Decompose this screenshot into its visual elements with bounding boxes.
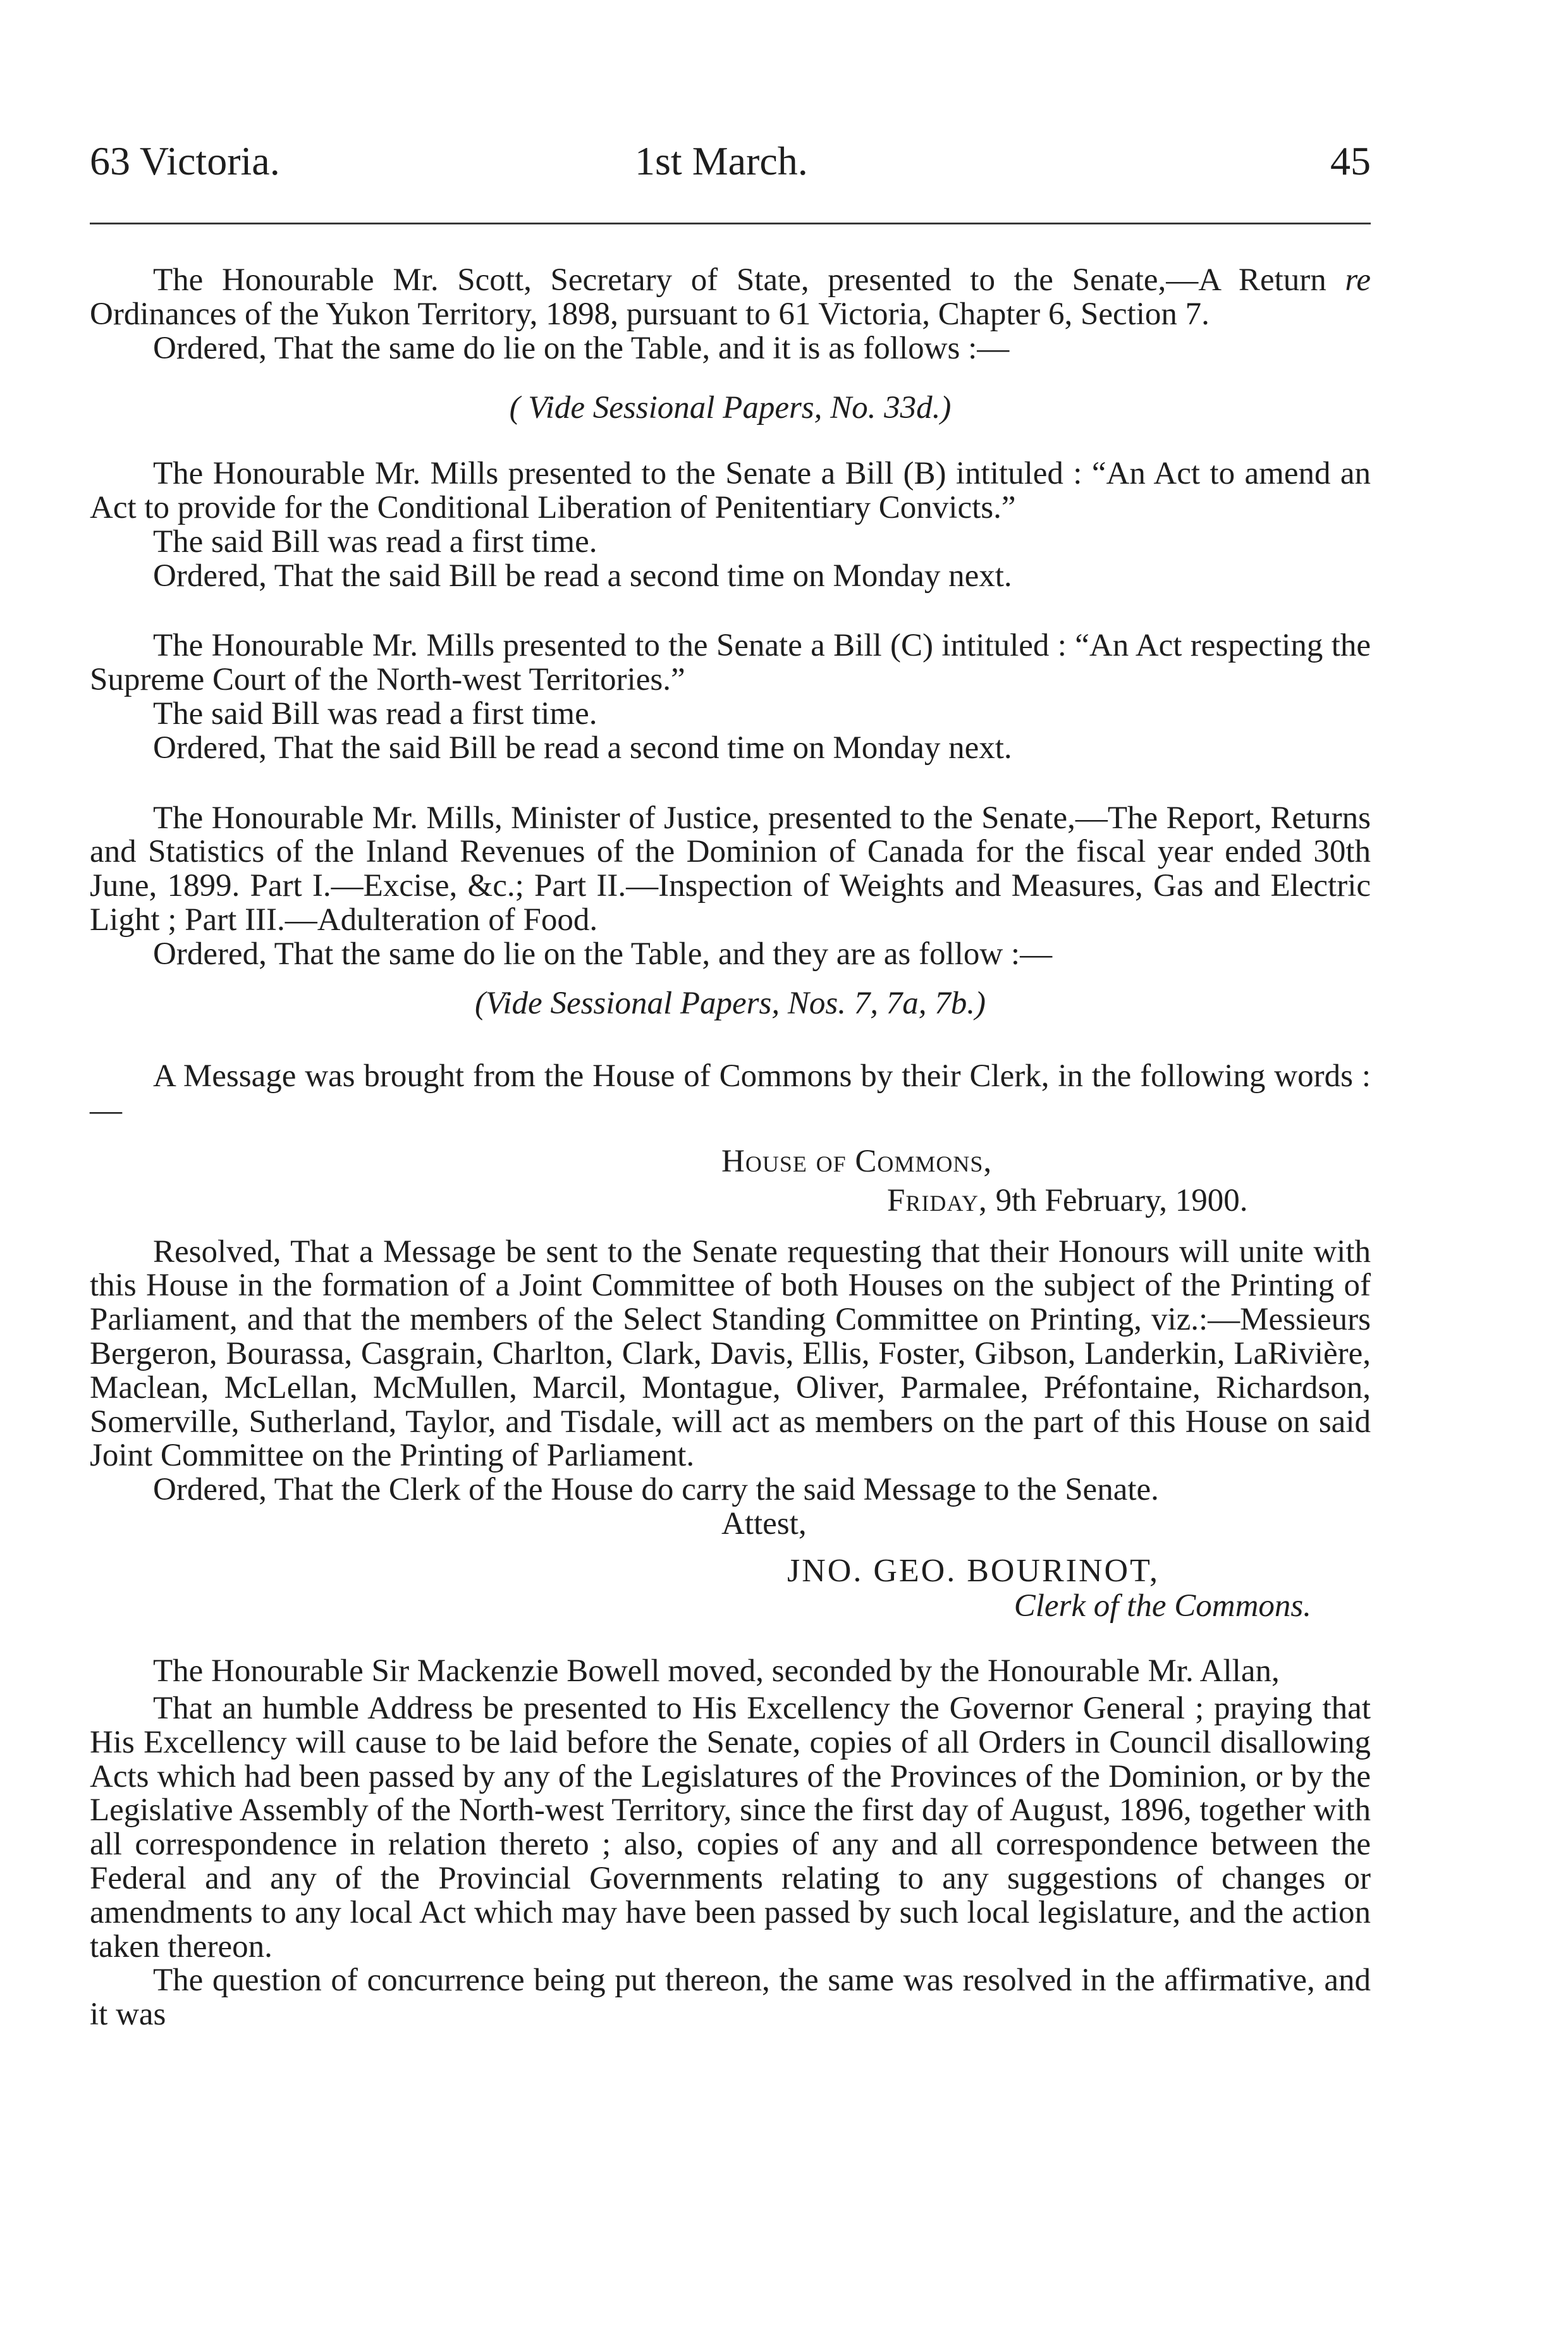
header-rule [90, 223, 1371, 224]
bill-c-first-reading: The said Bill was read a first time. [153, 695, 597, 732]
page-number: 45 [1330, 138, 1371, 183]
message-resolved: Resolved, That a Message be sent to the Senate requesting that their Honours will unite with this House in the formation of a Joint Committee of both Houses on the subject of the Printing of Parliament, and that the members of the Select Standing Committee on Printing, viz.:—Messieurs Bergeron, Bourassa, Casgrain, Charlton, Clark, Davis, Ellis, Foster, Gibson, Landerkin, LaRivière, Maclean, McLellan, McMullen, Marcil, Montague, Oliver, Parmalee, Préfontaine, Richardson, Somerville, Sutherland, Taylor, and Tisdale, will act as members on the part of this House on said Joint Committee on the Printing of Parliament. [90, 1234, 1371, 1474]
bill-b-ordered: Ordered, That the said Bill be read a second time on Monday next. [153, 558, 1012, 594]
scott-return-re: re [1345, 262, 1371, 298]
page-header [90, 136, 1371, 187]
inland-revenue-paragraph: The Honourable Mr. Mills, Minister of Justice, presented to the Senate,—The Report, Returns and Statistics of the Inland Revenues of the Dominion of Canada for the fiscal year ended 30th June, 1899. Part I.—Excise, &c.; Part II.—Inspection of Weights and Measures, Gas and Electric Light ; Part III.—Adulteration of Food. [90, 800, 1371, 938]
message-date-line [90, 1184, 1371, 1218]
address-text: That an humble Address be presented to His Excellency the Governor General ; praying that His Excellency will cause to be laid before the Senate, copies of all Orders in Council disallowing Acts which had been passed by any of the Legislatures of the Provinces of the Dominion, or by the Legislative Assembly of the North-west Territory, since the first day of August, 1896, together with all correspondence in relation thereto ; also, copies of any and all correspondence between the Federal and any of the Provincial Governments relating to any suggestions of changes or amendments to any local Act which may have been passed by such local legislature, and the action taken thereon. [90, 1691, 1371, 1964]
bill-b-first-reading: The said Bill was read a first time. [153, 524, 597, 560]
message-date: 9th February, 1900. [995, 1182, 1248, 1218]
message-heading: House of Commons, [721, 1143, 993, 1179]
message-attest: Attest, [721, 1505, 807, 1541]
scott-return-lead: The Honourable Mr. Scott, Secretary of State, presented to the Senate,—A Return [153, 262, 1326, 298]
bill-c-paragraph: The Honourable Mr. Mills presented to the Senate a Bill (C) intituled : “An Act respecting the Supreme Court of the North-west Territories.” [90, 628, 1371, 698]
scott-return-vide: ( Vide Sessional Papers, No. 33d.) [509, 390, 952, 426]
scott-return-rest: Ordinances of the Yukon Territory, 1898, pursuant to 61 Victoria, Chapter 6, Section 7. [90, 296, 1210, 332]
message-intro: A Message was brought from the House of Commons by their Clerk, in the following words :— [90, 1058, 1371, 1129]
bill-b-paragraph: The Honourable Mr. Mills presented to the Senate a Bill (B) intituled : “An Act to amend an Act to provide for the Conditional Liberation of Penitentiary Convicts.” [90, 456, 1371, 525]
journal-body [90, 264, 1371, 2032]
header-date: 1st March. [635, 138, 808, 183]
message-ordered: Ordered, That the Clerk of the House do carry the said Message to the Senate. [153, 1472, 1159, 1508]
scott-return-ordered: Ordered, That the same do lie on the Table, and it is as follows :— [153, 330, 1010, 366]
address-question: The question of concurrence being put thereon, the same was resolved in the affirmative, and it was [90, 1963, 1371, 2033]
running-title: 63 Victoria. [90, 138, 280, 183]
inland-revenue-vide: (Vide Sessional Papers, Nos. 7, 7a, 7b.) [475, 985, 986, 1021]
inland-revenue-ordered: Ordered, That the same do lie on the Table, and they are as follow :— [153, 936, 1053, 972]
message-day: Friday, [887, 1182, 988, 1218]
address-moved: The Honourable Sir Mackenzie Bowell moved, seconded by the Honourable Mr. Allan, [153, 1653, 1280, 1689]
bill-c-ordered: Ordered, That the said Bill be read a second time on Monday next. [153, 730, 1012, 766]
message-signatory: JNO. GEO. BOURINOT, [787, 1552, 1160, 1589]
message-signatory-title: Clerk of the Commons. [1014, 1588, 1311, 1624]
scott-return-paragraph [90, 264, 1371, 332]
